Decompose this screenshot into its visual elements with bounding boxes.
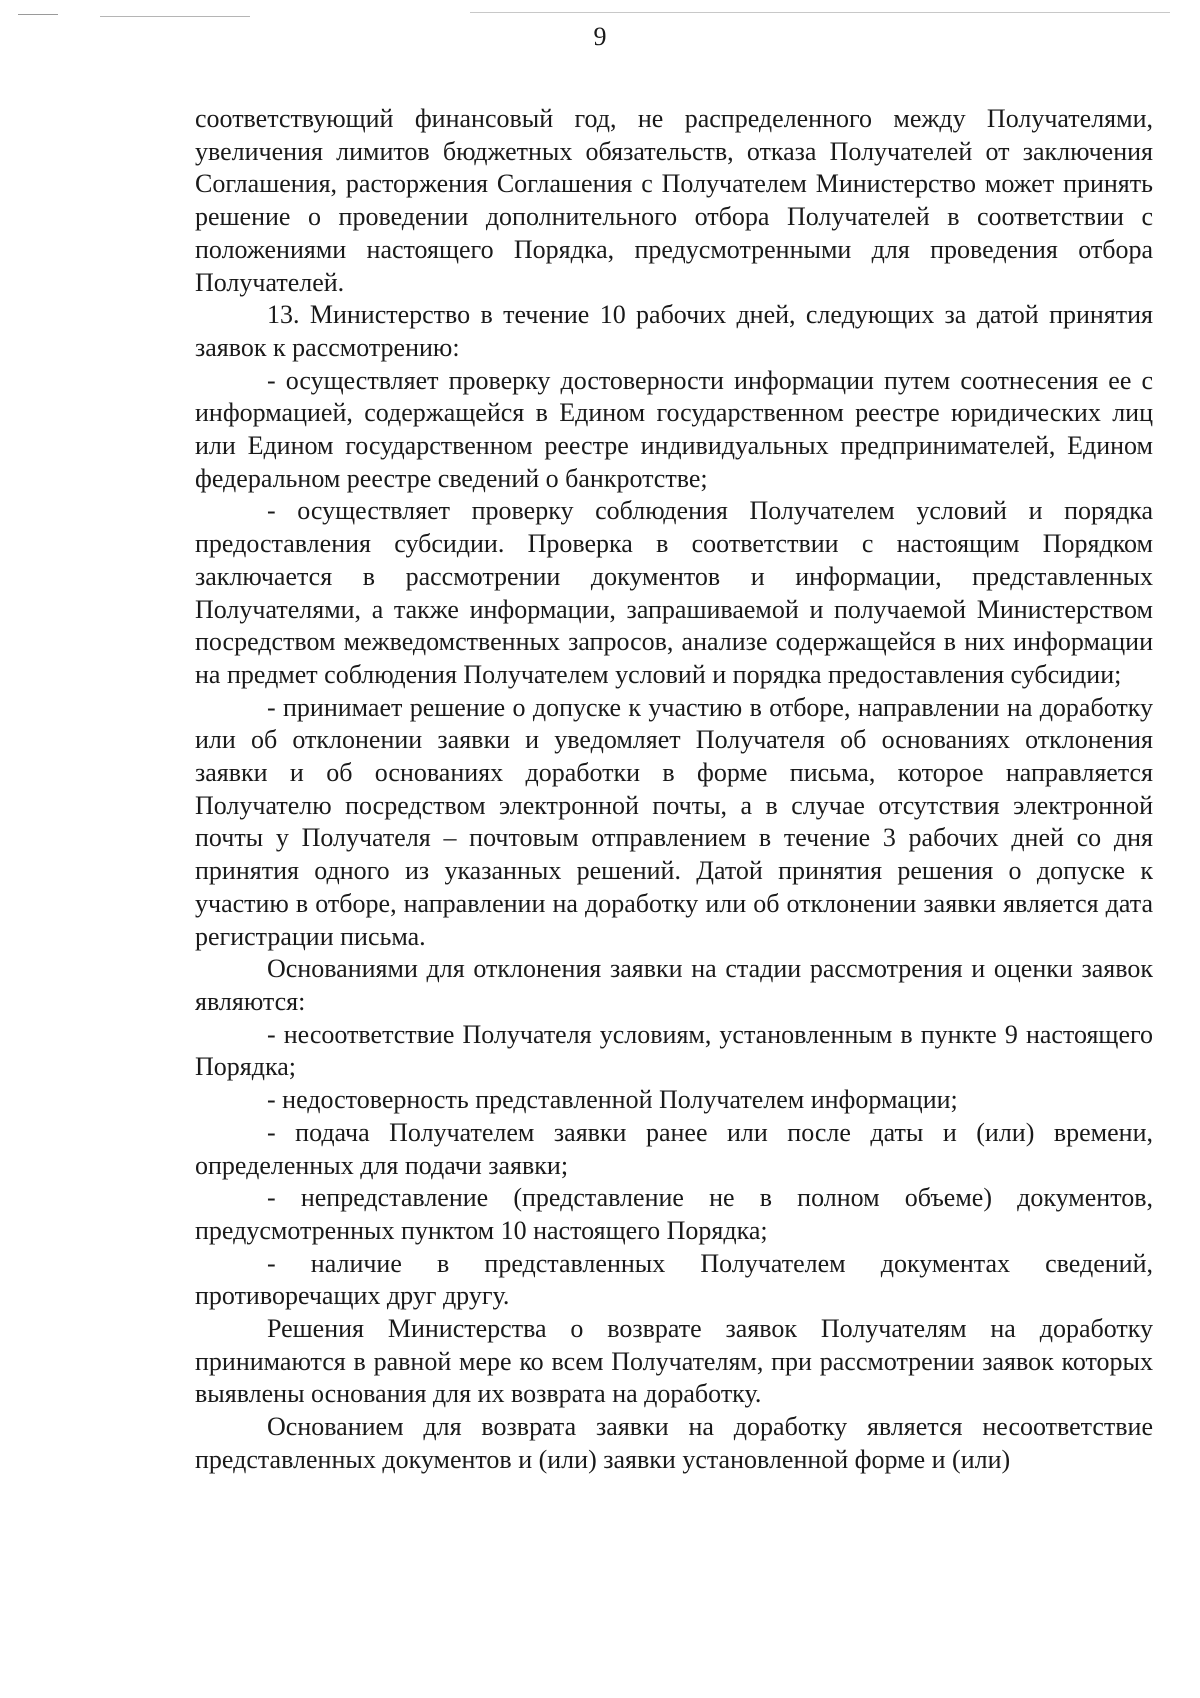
paragraph: Решения Министерства о возврате заявок Получателям на доработку принимаются в равной мере ко всем Получателям, при рассмотрении заявок которых выявлены основания для их возврата на доработку. [195, 1314, 1153, 1409]
paragraph: 13. Министерство в течение 10 рабочих дней, следующих за датой принятия заявок к рассмотрению: [195, 300, 1153, 362]
list-item: - непредставление (представление не в полном объеме) документов, предусмотренных пунктом 10 настоящего Порядка; [195, 1183, 1153, 1245]
page-number: 9 [593, 22, 607, 51]
scan-artifact [100, 16, 250, 17]
list-item: - наличие в представленных Получателем документах сведений, противоречащих друг другу. [195, 1248, 1153, 1311]
list-item: - осуществляет проверку соблюдения Получателем условий и порядка предоставления субсидии. Проверка в соответствии с настоящим Порядком заключается в рассмотрении документов и информации, представленных Получателями, а также информации, запрашиваемой и получаемой Министерством посредством межведомственных запросов, анализе содержащейся в них информации на предмет соблюдения Получателем условий и порядка предоставления субсидии; [195, 496, 1153, 689]
list-item: - принимает решение о допуске к участию в отборе, направлении на доработку или об отклонении заявки и уведомляет Получателя об основаниях отклонения заявки и об основаниях доработки в форме письма, которое направляется Получателю посредством электронной почты, а в случае отсутствия электронной почты у Получателя – почтовым отправлением в течение 3 рабочих дней со дня принятия одного из указанных решений. Датой принятия решения о допуске к участию в отборе, направлении на доработку или об отклонении заявки является дата регистрации письма. [195, 692, 1153, 951]
list-item: - несоответствие Получателя условиям, установленным в пункте 9 настоящего Порядка; [195, 1019, 1153, 1082]
paragraph: соответствующий финансовый год, не распределенного между Получателями, увеличения лимитов бюджетных обязательств, отказа Получателей от заключения Соглашения, расторжения Соглашения с Получателем Министерство может принять решение о проведении дополнительного отбора Получателей в соответствии с положениями настоящего Порядка, предусмотренными для проведения отбора Получателей. [195, 104, 1153, 297]
paragraph: Основанием для возврата заявки на доработку является несоответствие представленных документов и (или) заявки установленной форме и (или) [195, 1412, 1153, 1474]
document-body [195, 103, 1153, 1477]
paragraph: Основаниями для отклонения заявки на стадии рассмотрения и оценки заявок являются: [195, 954, 1153, 1016]
scan-artifact [18, 14, 58, 15]
scan-artifact [470, 12, 1170, 13]
list-item: - осуществляет проверку достоверности информации путем соотнесения ее с информацией, содержащейся в Едином государственном реестре юридических лиц или Едином государственном реестре индивидуальных предпринимателей, Едином федеральном реестре сведений о банкротстве; [195, 365, 1153, 493]
list-item: - недостоверность представленной Получателем информации; [267, 1085, 958, 1115]
list-item: - подача Получателем заявки ранее или после даты и (или) времени, определенных для подачи заявки; [195, 1117, 1153, 1180]
